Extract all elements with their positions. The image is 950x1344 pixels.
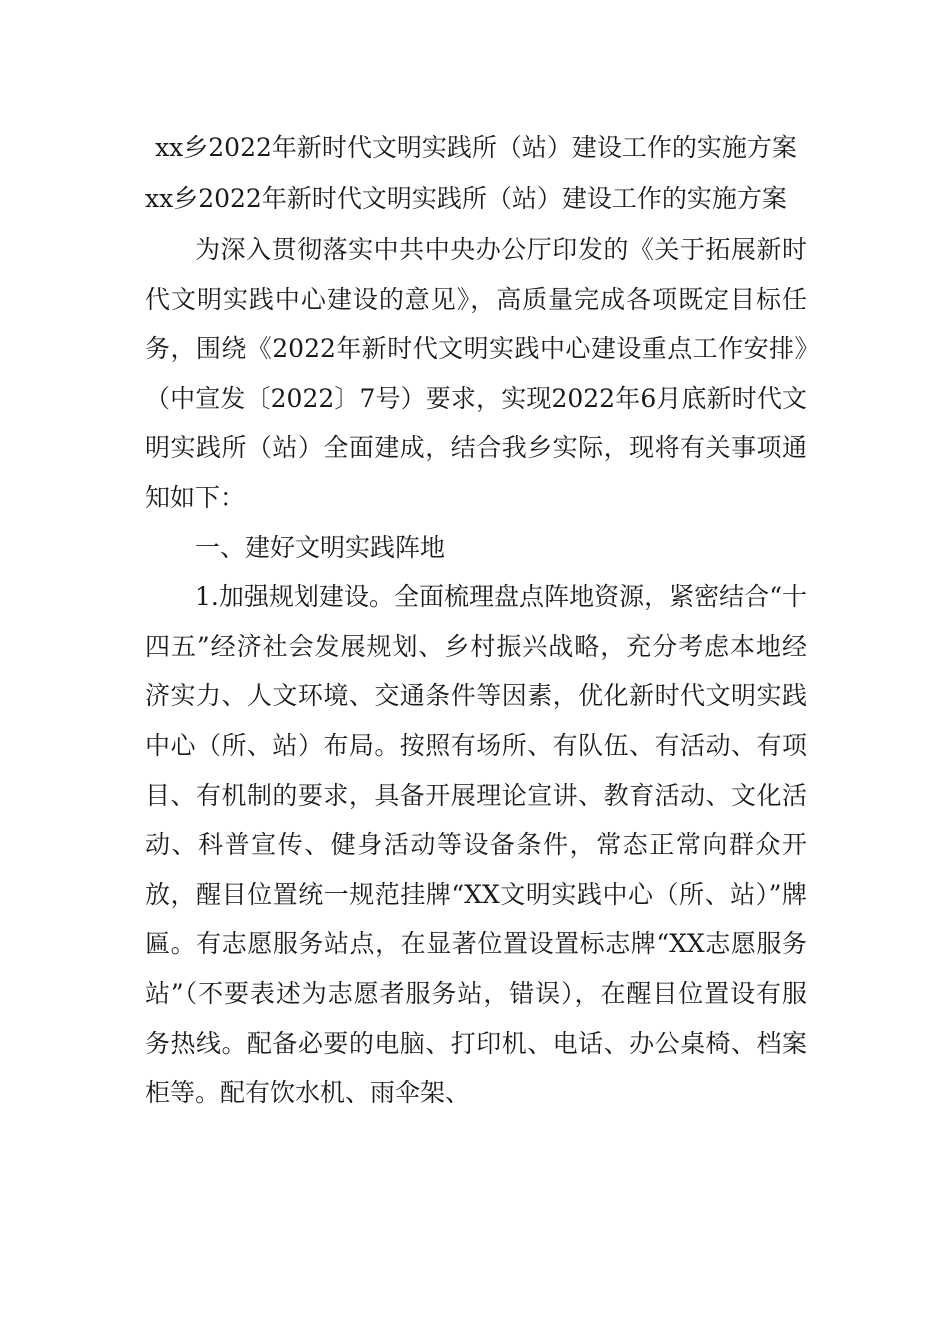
intro-paragraph: 为深入贯彻落实中共中央办公厅印发的《关于拓展新时代文明实践中心建设的意见》，高质量完成各项既定目标任务，围绕《2022年新时代文明实践中心建设重点工作安排》（中宣发〔2022〕7号）要求，实现2022年6月底新时代文明实践所（站）全面建成，结合我乡实际，现将有关事项通知如下： (145, 235, 807, 512)
section-item-paragraph: 1.加强规划建设。全面梳理盘点阵地资源，紧密结合“十四五”经济社会发展规划、乡村振兴战略，充分考虑本地经济实力、人文环境、交通条件等因素，优化新时代文明实践中心（所、站）布局。按照有场所、有队伍、有活动、有项目、有机制的要求，具备开展理论宣讲、教育活动、文化活动、科普宣传、健身活动等设备条件，常态正常向群众开放，醒目位置统一规范挂牌“XX文明实践中心（所、站）”牌匾。有志愿服务站点，在显著位置设置标志牌“XX志愿服务站”（不要表述为志愿者服务站，错误），在醒目位置设有服务热线。配备必要的电脑、打印机、电话、办公桌椅、档案柜等。配有饮水机、雨伞架、 (145, 582, 807, 1108)
section-heading: 一、建好文明实践阵地 (195, 532, 446, 562)
document-title: xx乡2022年新时代文明实践所（站）建设工作的实施方案 (155, 133, 797, 162)
document-subtitle: xx乡2022年新时代文明实践所（站）建设工作的实施方案 (145, 184, 787, 213)
document-page (145, 126, 807, 1118)
